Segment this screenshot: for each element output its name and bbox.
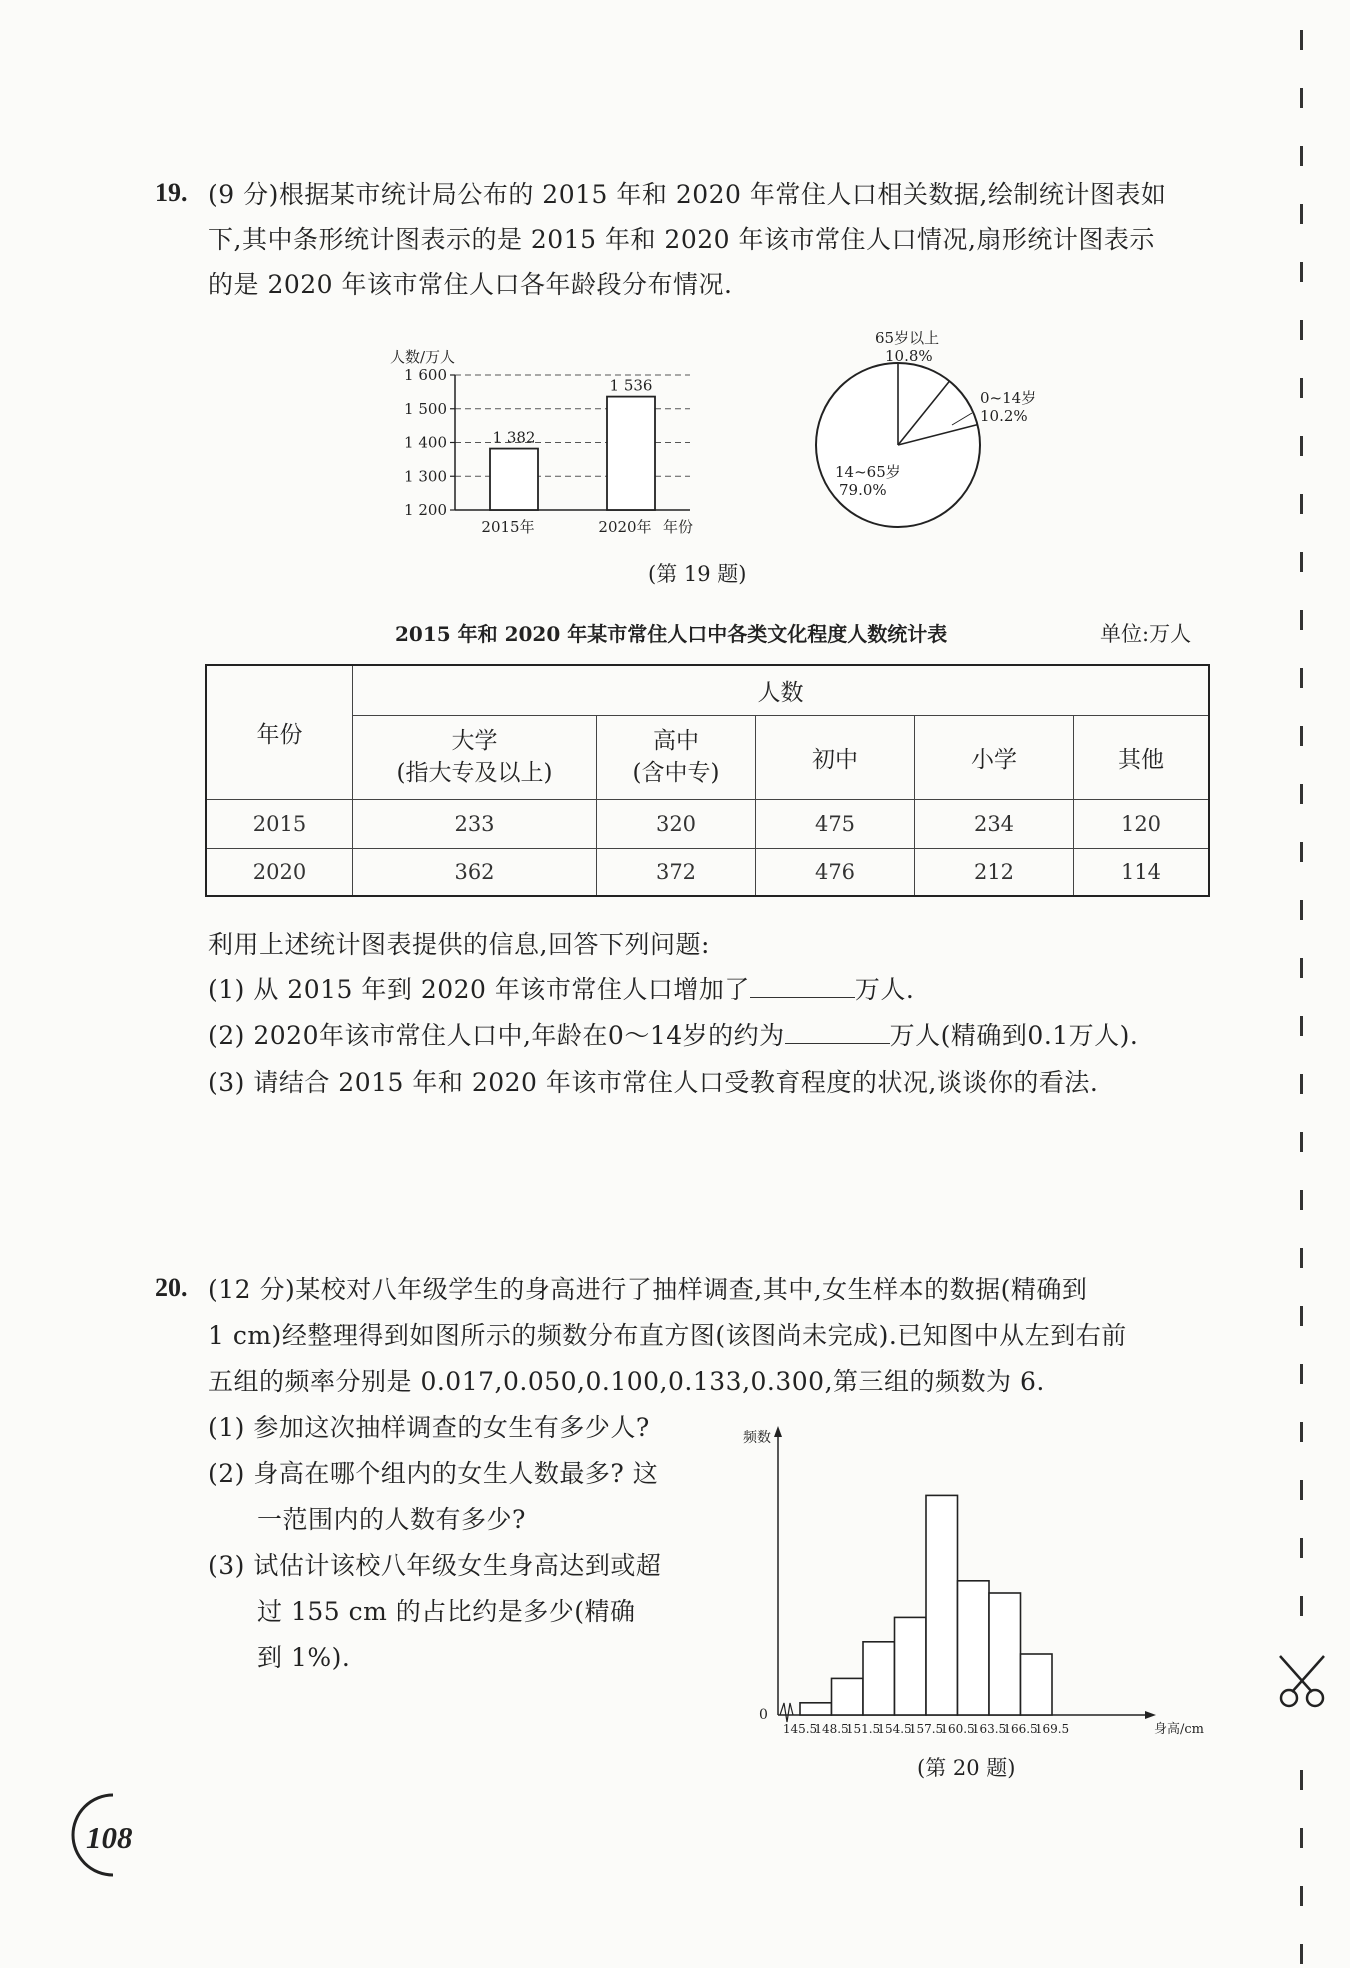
pie-label-14-65: 14~65岁 [835,463,901,481]
cut-line-dash [1300,494,1303,514]
table-year-header: 年份 [206,665,353,799]
cut-line-dash [1300,552,1303,572]
figure-19-caption: (第 19 题) [648,562,747,586]
table-cell: 320 [597,799,756,848]
table-cell: 114 [1074,848,1210,896]
cut-line-dash [1300,1596,1303,1616]
table-col-middleschool: 初中 [756,715,915,799]
answer-blank-2[interactable] [785,1015,890,1044]
cut-line-dash [1300,378,1303,398]
table-cell: 476 [756,848,915,896]
cut-line-dash [1300,726,1303,746]
scissors-icon [1272,1650,1332,1710]
question-19-sub3: (3) 请结合 2015 年和 2020 年该市常住人口受教育程度的状况,谈谈你的看法. [208,1068,1099,1097]
cut-line-dash [1300,1248,1303,1268]
cut-line-dash [1300,1886,1303,1906]
question-20-number: 20. [155,1273,188,1302]
cut-line-dash [1300,610,1303,630]
question-19-sub1: (1) 从 2015 年到 2020 年该市常住人口增加了 万人. [208,967,914,1012]
table-cell: 233 [353,799,597,848]
table-cell-year: 2020 [206,848,353,896]
cut-line-dash [1300,204,1303,224]
table-cell: 234 [915,799,1074,848]
cut-line-dash [1300,668,1303,688]
bar-chart-xlabel: 年份 [663,518,694,536]
table-cell: 372 [597,848,756,896]
histogram-bar [800,1703,832,1715]
table-count-header: 人数 [353,665,1210,715]
histogram-tick-label: 148.5 [814,1722,849,1736]
bar [490,449,538,510]
cut-line-dash [1300,842,1303,862]
population-bar-chart [380,335,710,545]
cut-line-dash [1300,436,1303,456]
histogram-tick-label: 169.5 [1034,1722,1070,1736]
histogram-bar [926,1495,958,1715]
cut-line-dash [1300,1364,1303,1384]
histogram-tick-label: 160.5 [940,1722,975,1736]
histogram-bar [1021,1654,1053,1715]
table-cell: 362 [353,848,597,896]
histogram-x-arrow [1145,1711,1156,1719]
question-19-text-line1: (9 分)根据某市统计局公布的 2015 年和 2020 年常住人口相关数据,绘制统计图表如 [208,180,1167,209]
histogram-tick-label: 166.5 [1003,1722,1038,1736]
bar-chart-tick-label: 1 200 [404,501,447,519]
cut-line-dash [1300,1190,1303,1210]
question-19-text-line2: 下,其中条形统计图表示的是 2015 年和 2020 年该市常住人口情况,扇形统计图表示 [208,225,1155,254]
histogram-origin-label: 0 [759,1707,768,1723]
histogram-bar [863,1642,895,1715]
table-row [206,848,1209,896]
figure-20-caption: (第 20 题) [917,1756,1016,1780]
pie-label-0-14: 0~14岁 [980,389,1037,407]
cut-line-dash [1300,958,1303,978]
bar-value-label: 1 536 [609,376,653,395]
cut-line-dash [1300,1132,1303,1152]
question-19-text-line3: 的是 2020 年该市常住人口各年龄段分布情况. [208,270,733,299]
education-stat-table [205,664,1210,897]
pie-label-65plus: 65岁以上 [875,329,940,347]
bar-chart-tick-label: 1 300 [404,467,447,486]
question-20-sub1: (1) 参加这次抽样调查的女生有多少人? [208,1413,650,1442]
table-col-other: 其他 [1074,715,1210,799]
bar [607,397,655,510]
histogram-y-arrow [774,1426,782,1437]
histogram-axis-break [780,1703,793,1722]
question-19-sub2: (2) 2020年该市常住人口中,年龄在0～14岁的约为 万人(精确到0.1万人). [208,1013,1138,1058]
table-col-university: 大学 (指大专及以上) [353,715,597,799]
table-col-highschool: 高中 (含中专) [597,715,756,799]
question-19-number: 19. [155,178,188,207]
histogram-bar [958,1581,990,1715]
bar-chart-ylabel: 人数/万人 [390,348,456,366]
question-20-text-line3: 五组的频率分别是 0.017,0.050,0.100,0.133,0.300,第三组的频数为 6. [208,1367,1045,1396]
answer-blank-1[interactable] [750,969,855,998]
histogram-tick-label: 163.5 [971,1722,1007,1736]
question-19-intro: 利用上述统计图表提供的信息,回答下列问题: [208,930,710,959]
cut-line-dash [1300,30,1303,50]
table-row [206,799,1209,848]
pie-value-0-14: 10.2% [980,407,1028,425]
bar-category-label: 2020年 [598,518,652,536]
cut-line-dash [1300,88,1303,108]
cut-line-dash [1300,262,1303,282]
histogram-bar [989,1593,1021,1715]
histogram-tick-label: 157.5 [908,1722,944,1736]
cut-line-dash [1300,1828,1303,1848]
histogram-xlabel: 身高/cm [1154,1722,1204,1737]
histogram-tick-label: 151.5 [845,1722,881,1736]
question-20-text-line1: (12 分)某校对八年级学生的身高进行了抽样调查,其中,女生样本的数据(精确到 [208,1275,1088,1304]
cut-line-dash [1300,1770,1303,1790]
cut-line-dash [1300,146,1303,166]
table-col-primary: 小学 [915,715,1074,799]
histogram-ylabel: 频数 [743,1430,771,1446]
table-cell: 212 [915,848,1074,896]
cut-line-dash [1300,1480,1303,1500]
question-20-text-line2: 1 cm)经整理得到如图所示的频数分布直方图(该图尚未完成).已知图中从左到右前 [208,1321,1127,1350]
cut-line-dash [1300,1016,1303,1036]
histogram-bar [832,1678,864,1715]
height-histogram [740,1420,1220,1750]
bar-value-label: 1 382 [492,428,536,447]
table-cell-year: 2015 [206,799,353,848]
histogram-bar [895,1617,927,1715]
cut-line-dash [1300,1074,1303,1094]
cut-line-dash [1300,1944,1303,1964]
bar-chart-tick-label: 1 600 [404,366,447,384]
table-cell: 475 [756,799,915,848]
bar-chart-tick-label: 1 500 [404,399,447,418]
table-title: 2015 年和 2020 年某市常住人口中各类文化程度人数统计表 [395,622,948,646]
question-20-sub3-line1: (3) 试估计该校八年级女生身高达到或超 [208,1551,662,1580]
pie-value-65plus: 10.8% [885,347,933,365]
cut-line-dash [1300,320,1303,340]
question-20-sub2-line1: (2) 身高在哪个组内的女生人数最多? 这 [208,1459,659,1488]
bar-chart-tick-label: 1 400 [404,433,447,452]
cut-line-dash [1300,1538,1303,1558]
histogram-tick-label: 154.5 [877,1722,912,1736]
table-cell: 120 [1074,799,1210,848]
question-20-sub3-line2: 过 155 cm 的占比约是多少(精确 [257,1597,636,1626]
age-pie-chart [790,325,1060,545]
cut-line-dash [1300,784,1303,804]
table-unit: 单位:万人 [1100,622,1192,646]
bar-category-label: 2015年 [481,518,535,536]
question-20-sub3-line3: 到 1%). [257,1643,351,1672]
cut-line-dash [1300,1422,1303,1442]
question-20-sub2-line2: 一范围内的人数有多少? [257,1505,526,1534]
page-number: 108 [86,1820,133,1855]
cut-line-dash [1300,900,1303,920]
histogram-tick-label: 145.5 [782,1722,818,1736]
cut-line-dash [1300,1306,1303,1326]
pie-value-14-65: 79.0% [839,481,887,499]
